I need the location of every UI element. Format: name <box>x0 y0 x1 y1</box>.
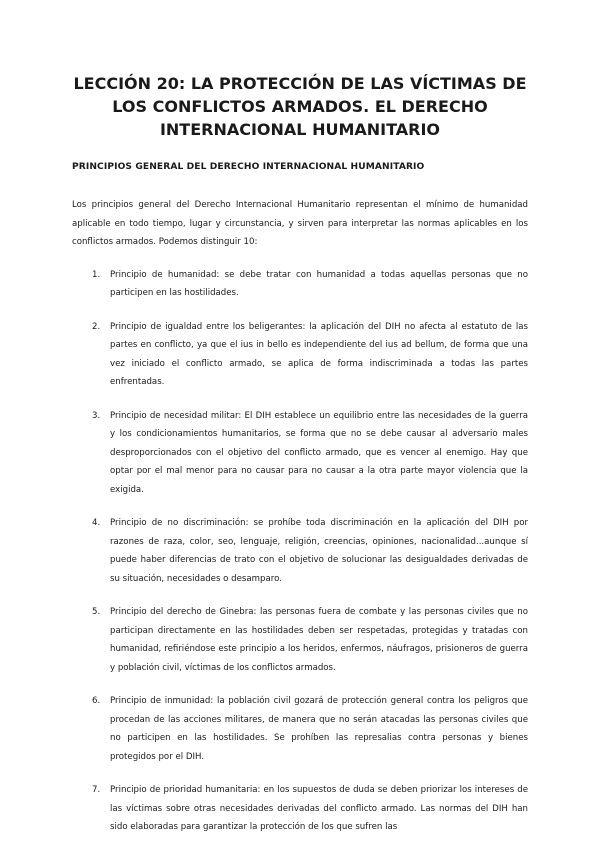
item-number: 4. <box>92 518 101 528</box>
principles-list <box>72 266 528 837</box>
item-number: 5. <box>92 607 101 617</box>
item-text: Principio de no discriminación: se prohíbe toda discriminación en la aplicación del DIH por razones de raza, color, seo, lenguaje, religión, creencias, opiniones, nacionalidad...aunque sí puede haber diferencias de trato con el objetivo de solucionar las desigualdades derivadas de su situación, necesidades o desamparo. <box>110 518 528 584</box>
list-item <box>92 407 528 500</box>
list-item <box>92 603 528 677</box>
item-number: 7. <box>92 785 101 795</box>
list-item <box>92 514 528 588</box>
page-title: LECCIÓN 20: LA PROTECCIÓN DE LAS VÍCTIMAS DE LOS CONFLICTOS ARMADOS. EL DERECHO INTERNACIONAL HUMANITARIO <box>73 74 527 139</box>
item-number: 3. <box>92 410 101 421</box>
item-text: Principio del derecho de Ginebra: las personas fuera de combate y las personas civiles que no participan directamente en las hostilidades deben ser respetadas, protegidas y tratadas con humanidad, refiriéndose este principio a los heridos, enfermos, náufragos, prisioneros de guerra y población civil, víctimas de los conflictos armados. <box>110 607 528 673</box>
item-text: Principio de humanidad: se debe tratar con humanidad a todas aquellas personas que no participen en las hostilidades. <box>110 269 528 298</box>
item-number: 2. <box>92 321 101 332</box>
list-item <box>92 692 528 766</box>
list-item <box>92 266 528 303</box>
list-item <box>92 318 528 392</box>
item-text: Principio de igualdad entre los beligerantes: la aplicación del DIH no afecta al estatuto de las partes en conflicto, ya que el ius in bello es independiente del ius ad bellum, de forma que una vez iniciado el conflicto armado, se aplica de forma indiscriminada a todas las partes enfrentadas. <box>110 321 528 387</box>
item-number: 6. <box>92 696 101 706</box>
list-item <box>92 781 528 837</box>
item-text: Principio de inmunidad: la población civil gozará de protección general contra los peligros que procedan de las acciones militares, de manera que no serán atacadas las personas civiles que no participen en las hostilidades. Se prohíben las represalias contra personas y bienes protegidos por el DIH. <box>110 696 528 762</box>
item-text: Principio de necesidad militar: El DIH establece un equilibrio entre las necesidades de la guerra y los condicionamientos humanitarios, se forma que no se debe causar al adversario males desproporcionados con el objetivo del conflicto armado, que es vencer al enemigo. Hay que optar por el mal menor para no causar para no causar a la otra parte mayor violencia que la exigida. <box>110 410 528 495</box>
item-number: 1. <box>92 269 101 280</box>
intro-paragraph: Los principios general del Derecho Internacional Humanitario representan el mínimo de humanidad aplicable en todo tiempo, lugar y circunstancia, y sirven para interpretar las normas aplicables en los conflictos armados. Podemos distinguir 10: <box>72 200 528 247</box>
item-text: Principio de prioridad humanitaria: en los supuestos de duda se deben priorizar los intereses de las víctimas sobre otras necesidades derivadas del conflicto armado. Las normas del DIH han sido elaboradas para garantizar la protección de los que sufren las <box>110 785 528 832</box>
section-heading: PRINCIPIOS GENERAL DEL DERECHO INTERNACIONAL HUMANITARIO <box>72 162 425 172</box>
